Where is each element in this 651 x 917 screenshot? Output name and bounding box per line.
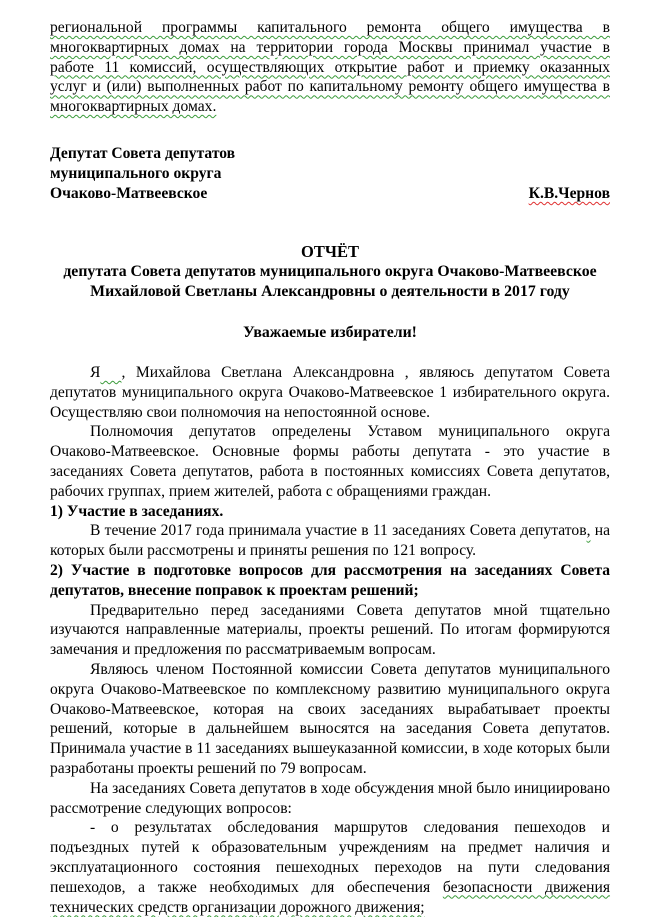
signature-name: К.В.Чернов <box>528 184 610 202</box>
spacing-mark <box>100 364 121 381</box>
section-1-text <box>50 521 610 561</box>
intro-line-3: работе 11 комиссий, осуществляющих открытие работ и приемку оказанных <box>50 58 610 76</box>
section-1-text-c: на которых были рассмотрены и приняты решения по 121 вопросу. <box>50 522 610 560</box>
item-1-text: - о результатах обследования маршрутов следования пешеходов и подъездных путей к образовательным учреждениям на предмет наличия и эксплуатационного состояния пешеходных переходов на пути следования пешеходов, а также необходимых для обеспечения <box>50 819 610 896</box>
report-subtitle-line-1: депутата Совета депутатов муниципального округа Очаково-Матвеевское <box>63 262 597 280</box>
signature-block <box>50 144 610 204</box>
section-2-heading: 2) Участие в подготовке вопросов для рассмотрения на заседаниях Совета депутатов, внесение поправок к проектам решений; <box>50 561 610 599</box>
report-title: ОТЧЁТ <box>301 241 359 261</box>
report-subtitle-line-2: Михайловой Светланы Александровны о деятельности в 2017 году <box>90 282 570 300</box>
intro-rest: , Михайлова Светлана Александровна , являюсь депутатом Совета депутатов муниципального округа Очаково-Матвеевское 1 избирательного округа. Осуществляю свои полномочия на непостоянной основе. <box>50 363 610 421</box>
intro-line-2: многоквартирных домах на территории города Москвы принимал участие в <box>50 38 610 56</box>
intro-line-1: региональной программы капитального ремонта общего имущества в <box>50 19 610 36</box>
signature-line-2: муниципального округа <box>50 164 222 182</box>
signature-line-1: Депутат Совета депутатов <box>50 144 236 162</box>
intro-pronoun: Я <box>90 363 101 381</box>
paragraph-intro <box>50 363 610 422</box>
section-1-text-a: В течение 2017 года принимала участие в 11 заседаниях Совета депутатов <box>90 522 587 540</box>
section-2-paragraph-2: Являюсь членом Постоянной комиссии Совета депутатов муниципального округа Очаково-Матвеевское по комплексному развитию муниципального округа Очаково-Матвеевское, которая на своих заседаниях вырабатывает проекты решений, которые в дальнейшем выносятся на заседания Совета депутатов. Принимала участие в 11 заседаниях вышеуказанной комиссии, в ходе которых были разработаны проекты решений по 79 вопросам. <box>50 660 610 777</box>
intro-line-4: услуг и (или) выполненных работ по капитальному ремонту общего имущества в <box>50 78 610 96</box>
greeting: Уважаемые избиратели! <box>243 323 417 341</box>
section-1-heading: 1) Участие в заседаниях. <box>50 502 224 520</box>
item-1-flagged-text: безопасности движения технических средств организации дорожного движения; <box>50 878 611 916</box>
section-2-item-1 <box>50 818 610 917</box>
section-2-paragraph-1: Предварительно перед заседаниями Совета депутатов мной тщательно изучаются направленные материалы, проекты решений. По итогам формируются замечания и предложения по рассматриваемым вопросам. <box>50 601 610 659</box>
intro-fragment-paragraph <box>50 18 610 117</box>
section-2-paragraph-3: На заседаниях Совета депутатов в ходе обсуждения мной было инициировано рассмотрение следующих вопросов: <box>50 779 610 817</box>
signature-line-3-wrap <box>50 184 610 204</box>
section-1-comma: , <box>586 522 591 540</box>
document-page <box>50 0 610 917</box>
paragraph-powers: Полномочия депутатов определены Уставом муниципального округа Очаково-Матвеевское. Основные формы работы депутата - это участие в заседаниях Совета депутатов, работа в постоянных комиссиях Совета депутатов, рабочих группах, прием жителей, работа с обращениями граждан. <box>50 423 610 500</box>
signature-line-3: Очаково-Матвеевское <box>50 184 208 202</box>
intro-line-5: многоквартирных домах. <box>50 98 217 116</box>
